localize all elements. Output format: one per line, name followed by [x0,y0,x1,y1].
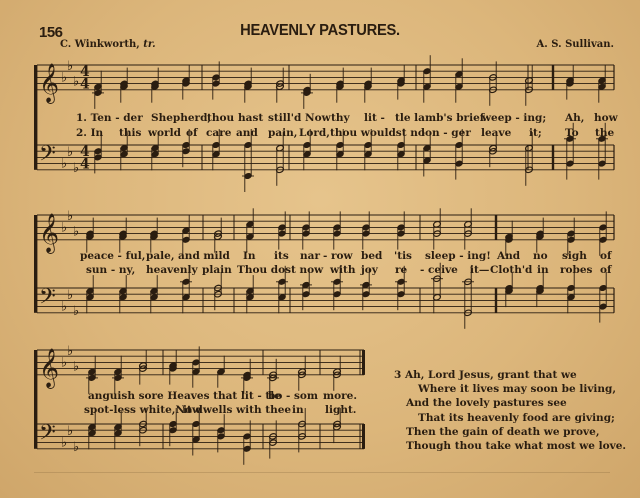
lyric-syllable: how [594,112,618,124]
lyric-syllable: care [206,127,232,139]
svg-text:𝄞: 𝄞 [39,62,60,103]
lyric-syllable: hast [238,112,264,124]
lyric-syllable: nar [300,250,320,262]
lyric-syllable: weep - ing; [482,112,547,124]
svg-text:4: 4 [80,144,90,160]
plate-border [34,460,610,473]
lyric-syllable: thou [207,112,235,124]
svg-text:♭: ♭ [67,344,74,359]
verse-3-line-6: Though thou take what most we love. [406,440,627,453]
lyric-syllable: it dwells with thee [183,404,292,416]
lyric-syllable: Cloth'd [490,264,533,276]
lyric-syllable: this [119,127,142,139]
svg-text:4: 4 [80,64,90,80]
svg-text:4: 4 [80,76,90,93]
lyric-syllable: tle lamb's brief [395,112,485,124]
svg-text:♭: ♭ [61,156,68,172]
lyric-syllable: re [395,264,408,276]
lyric-syllable: sleep - ing! [425,250,491,262]
lyric-syllable: with [330,264,356,276]
lyric-syllable: bed [361,250,383,262]
lyric-syllable: it— [470,264,490,276]
lyric-syllable: of [600,250,612,262]
svg-text:♭: ♭ [73,74,80,90]
lyric-syllable: and [236,127,258,139]
svg-text:♭: ♭ [73,224,80,240]
lyric-syllable: still'd [268,112,302,124]
svg-text:♭: ♭ [61,220,68,236]
lyric-syllable: sigh [562,250,587,262]
lyric-syllable: more. [323,390,357,402]
lyric-syllable: plain [202,264,232,276]
lyric-syllable: heavenly [146,264,198,276]
lyric-syllable: Now [305,112,331,124]
lyric-syllable: Shepherd, [151,112,212,124]
lyric-syllable: leave [481,127,512,139]
svg-text:♭: ♭ [61,70,68,86]
lyric-syllable: bo - som [268,390,319,402]
lyric-syllable: its [274,250,289,262]
lyric-syllable: in [292,404,304,416]
svg-text:♭: ♭ [73,439,80,455]
verse-3-line-1: 3 Ah, Lord Jesus, grant that we [394,369,577,381]
lyric-syllable: Thou dost now [237,264,324,276]
svg-text:♭: ♭ [73,160,80,176]
lyric-syllable: robes [560,264,593,276]
svg-text:♭: ♭ [67,209,74,224]
lyric-syllable: anguish sore Heaves that lit - tle [88,390,281,402]
svg-text:𝄢: 𝄢 [39,420,56,451]
lyric-syllable: of [186,127,198,139]
lyric-syllable: in [537,264,549,276]
lyric-syllable: spot-less white,Now [84,404,202,416]
hymn-title: HEAVENLY PASTURES. [240,22,400,39]
svg-text:♭: ♭ [61,435,68,451]
lyric-syllable: and mild [178,250,230,262]
lyric-syllable: pale, [146,250,175,262]
verse-3-line-3: And the lovely pastures see [406,397,567,410]
svg-text:𝄞: 𝄞 [39,347,60,388]
lyric-syllable: light. [325,404,357,416]
lyric-syllable: Lord, [299,127,330,139]
svg-text:𝄞: 𝄞 [39,212,60,253]
lyric-syllable: Ah, [565,112,585,124]
lyric-syllable: pain, [268,127,298,139]
verse-3-line-4: That its heavenly food are giving; [418,411,615,424]
svg-text:♭: ♭ [61,355,68,371]
lyric-syllable: world [148,127,181,139]
svg-text:♭: ♭ [67,288,74,304]
lyric-syllable: it; [529,127,542,139]
svg-text:♭: ♭ [61,299,68,315]
translator-name: C. Winkworth, [60,39,140,50]
verse-3-line-5: Then the gain of death we prove, [406,425,600,438]
lyric-syllable: 1. Ten - der [76,112,143,124]
lyric-syllable: of [600,264,612,276]
lyric-syllable: 2. In [76,127,104,139]
lyric-syllable: thy [331,112,350,124]
lyric-syllable: peace - ful, [80,250,146,262]
lyric-syllable: And [497,250,521,262]
svg-text:4: 4 [80,156,90,173]
lyric-syllable: sun - ny, [86,264,136,276]
lyric-syllable: no [533,250,548,262]
lyric-syllable: joy [361,264,378,276]
verse-3-line-2: Where it lives may soon be living, [418,383,617,396]
lyric-syllable: - row [323,250,353,262]
svg-text:𝄢: 𝄢 [39,141,56,172]
composer-credit: A. S. Sullivan. [536,39,614,50]
lyric-syllable: - ceive [420,264,458,276]
svg-text:♭: ♭ [73,359,80,375]
lyric-syllable: To [565,127,579,139]
svg-text:♭: ♭ [67,59,74,74]
page-number: 156 [39,24,63,41]
svg-text:♭: ♭ [67,145,74,161]
lyric-syllable: lit - [364,112,385,124]
svg-text:♭: ♭ [67,424,74,440]
lyric-syllable: lon - ger [421,127,471,139]
svg-text:♭: ♭ [73,303,80,319]
lyric-syllable: 'tis [394,250,412,262]
svg-text:𝄢: 𝄢 [39,284,56,315]
translator-suffix: tr. [143,39,156,50]
lyric-syllable: the [595,127,615,139]
verse-3 [394,368,626,453]
lyric-syllable: thou wouldst no [330,127,425,139]
lyric-syllable: In [243,250,256,262]
